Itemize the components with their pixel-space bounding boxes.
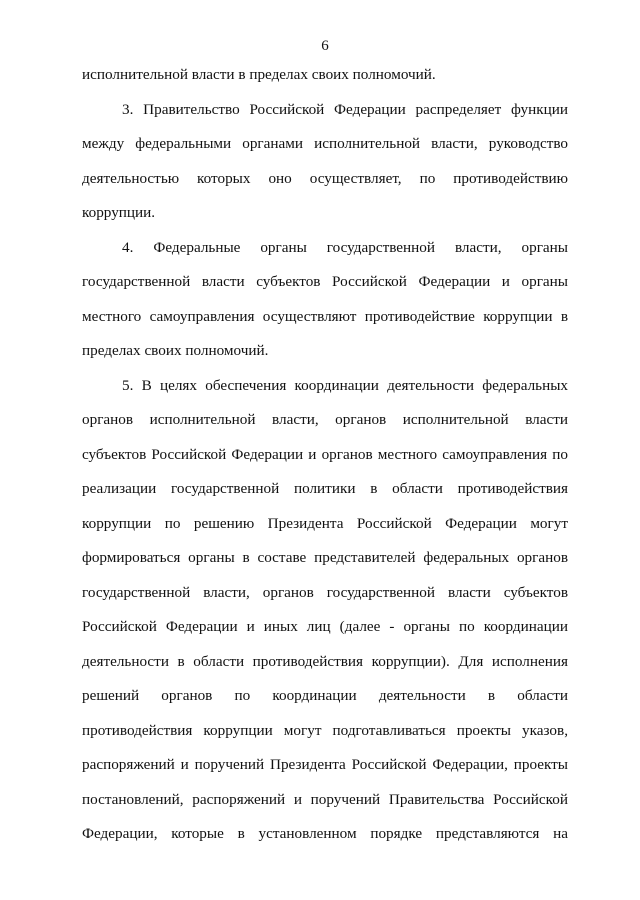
text-line: пределах своих полномочий.	[82, 342, 269, 359]
text-line: государственной власти субъектов Российской Федерации и органы	[82, 273, 568, 290]
paragraph-item-4	[82, 231, 568, 369]
document-page	[82, 36, 568, 852]
text-line: субъектов Российской Федерации и органов местного самоуправления по	[82, 445, 568, 463]
text-line: государственной власти, органов государственной власти субъектов	[82, 583, 568, 601]
text-line: противодействия коррупции могут подготавливаться проекты указов,	[82, 721, 568, 739]
page-number: 6	[321, 38, 329, 54]
text-line: деятельности в области противодействия коррупции). Для исполнения	[82, 652, 568, 670]
text-line: распоряжений и поручений Президента Российской Федерации, проекты	[82, 756, 568, 773]
text-line: коррупции.	[82, 204, 156, 221]
text-line: формироваться органы в составе представителей федеральных органов	[82, 549, 568, 566]
paragraph-continuation	[82, 58, 568, 93]
text-line: между федеральными органами исполнительной власти, руководство	[82, 135, 568, 152]
text-line: постановлений, распоряжений и поручений Правительства Российской	[82, 790, 568, 808]
text-line: решений органов по координации деятельности в области	[82, 687, 568, 704]
text-line: местного самоуправления осуществляют противодействие коррупции в	[82, 307, 568, 325]
text-line: Российской Федерации и иных лиц (далее - органы по координации	[82, 618, 568, 635]
text-line: 5. В целях обеспечения координации деятельности федеральных	[122, 376, 568, 394]
text-line: исполнительной власти в пределах своих полномочий.	[82, 66, 436, 83]
text-line: коррупции по решению Президента Российской Федерации могут	[82, 514, 568, 532]
text-line: Федерации, которые в установленном порядке представляются на	[82, 825, 568, 842]
text-line: органов исполнительной власти, органов исполнительной власти	[82, 411, 568, 428]
paragraph-item-5	[82, 369, 568, 852]
text-line: реализации государственной политики в области противодействия	[82, 480, 568, 497]
paragraph-item-3	[82, 93, 568, 231]
text-line: деятельностью которых оно осуществляет, по противодействию	[82, 169, 568, 187]
text-line: 3. Правительство Российской Федерации распределяет функции	[122, 100, 568, 118]
text-line: 4. Федеральные органы государственной власти, органы	[122, 238, 568, 256]
